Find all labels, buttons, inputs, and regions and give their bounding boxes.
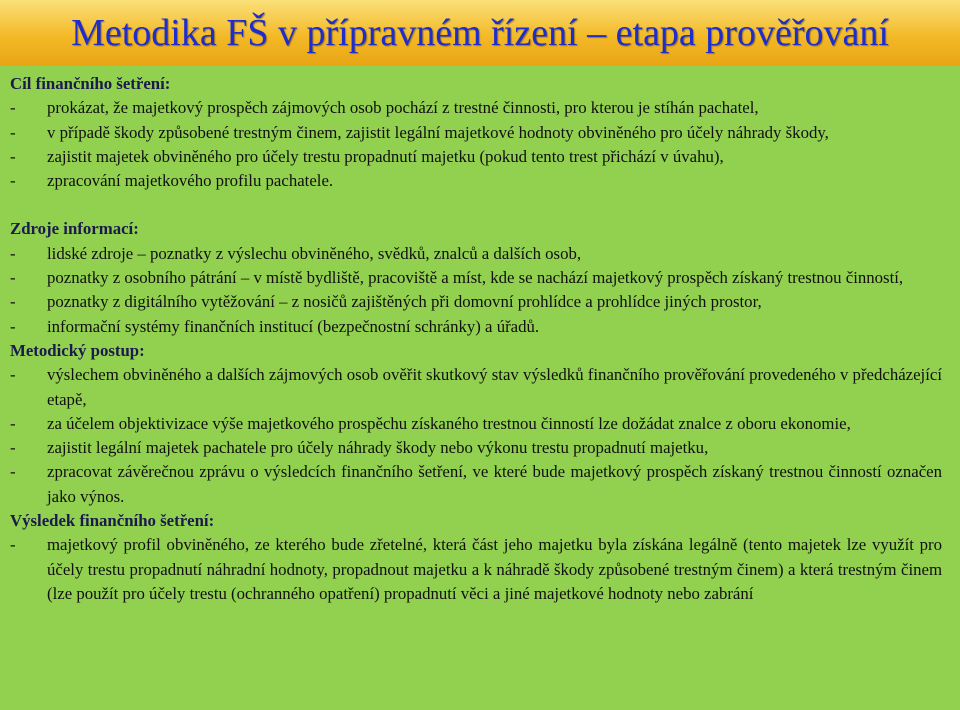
bullet-dash: -: [10, 243, 16, 263]
list-item: [10, 96, 942, 120]
title-bar: [0, 0, 960, 66]
bullet-dash: -: [10, 413, 16, 433]
list-item-text: informační systémy finančních institucí (bezpečnostní schránky) a úřadů.: [47, 316, 540, 336]
bullet-dash: -: [10, 98, 16, 118]
list-item-text: zajistit majetek obviněného pro účely trestu propadnutí majetku (pokud tento trest přichází v úvahu),: [47, 146, 724, 166]
bullet-dash: -: [10, 365, 16, 385]
list-item: [10, 533, 942, 606]
list-item: [10, 412, 942, 436]
list-item: [10, 315, 942, 339]
slide-content: [0, 66, 960, 710]
list-item-text: za účelem objektivizace výše majetkového prospěchu získaného trestnou činností lze dožádat znalce z oboru ekonomie,: [47, 413, 851, 433]
list-item-text: poznatky z osobního pátrání – v místě bydliště, pracoviště a míst, kde se nachází majetkový prospěch získaný trestnou činností,: [47, 268, 904, 288]
section-heading-result: Výsledek finančního šetření:: [10, 511, 215, 531]
bullet-dash: -: [10, 316, 16, 336]
list-item-text: prokázat, že majetkový prospěch zájmových osob pochází z trestné činnosti, pro kterou je stíhán pachatel,: [47, 98, 759, 118]
list-item: [10, 169, 942, 193]
bullet-dash: -: [10, 292, 16, 312]
list-item: [10, 145, 942, 169]
list-item-text: v případě škody způsobené trestným činem, zajistit legální majetkové hodnoty obviněného pro účely náhrady škody,: [47, 122, 829, 142]
list-item: [10, 242, 942, 266]
list-item: [10, 363, 942, 412]
bullet-dash: -: [10, 268, 16, 288]
list-item: [10, 121, 942, 145]
list-item: [10, 266, 942, 290]
list-item-text: majetkový profil obviněného, ze kterého bude zřetelné, která část jeho majetku byla získána legálně (tento majetek lze využít pro účely trestu propadnutí náhradní hodnoty, propadnout majetku a k náhradě škody způsobené trestným činem) a která trestným činem (lze použít pro účely trestu (ochranného opatření) propadnutí věci a jiné majetkové hodnoty nebo zabrání: [47, 535, 942, 603]
bullet-dash: -: [10, 438, 16, 458]
bullet-dash: -: [10, 146, 16, 166]
bullet-dash: -: [10, 171, 16, 191]
section-heading-goal: Cíl finančního šetření:: [10, 74, 171, 93]
bullet-dash: -: [10, 535, 16, 555]
list-item-text: poznatky z digitálního vytěžování – z nosičů zajištěných při domovní prohlídce a prohlídce jiných prostor,: [47, 292, 762, 312]
bullet-dash: -: [10, 462, 16, 482]
list-item-text: zpracovat závěrečnou zprávu o výsledcích finančního šetření, ve které bude majetkový prospěch získaný trestnou činností označen jako výnos.: [47, 462, 942, 506]
list-item-text: výslechem obviněného a dalších zájmových osob ověřit skutkový stav výsledků finančního prověřování provedeného v předcházející etapě,: [47, 365, 942, 409]
list-item: [10, 460, 942, 509]
text-body: [10, 72, 942, 606]
list-item: [10, 290, 942, 314]
section-heading-sources: Zdroje informací:: [10, 219, 139, 239]
slide-title: Metodika FŠ v přípravném řízení – etapa prověřování: [71, 12, 889, 54]
list-item-text: lidské zdroje – poznatky z výslechu obviněného, svědků, znalců a dalších osob,: [47, 243, 582, 263]
section-spacer: [10, 193, 942, 217]
section-heading-method: Metodický postup:: [10, 340, 145, 360]
bullet-dash: -: [10, 122, 16, 142]
list-item: [10, 436, 942, 460]
list-item-text: zajistit legální majetek pachatele pro účely náhrady škody nebo výkonu trestu propadnutí majetku,: [47, 438, 709, 458]
list-item-text: zpracování majetkového profilu pachatele.: [47, 171, 334, 191]
